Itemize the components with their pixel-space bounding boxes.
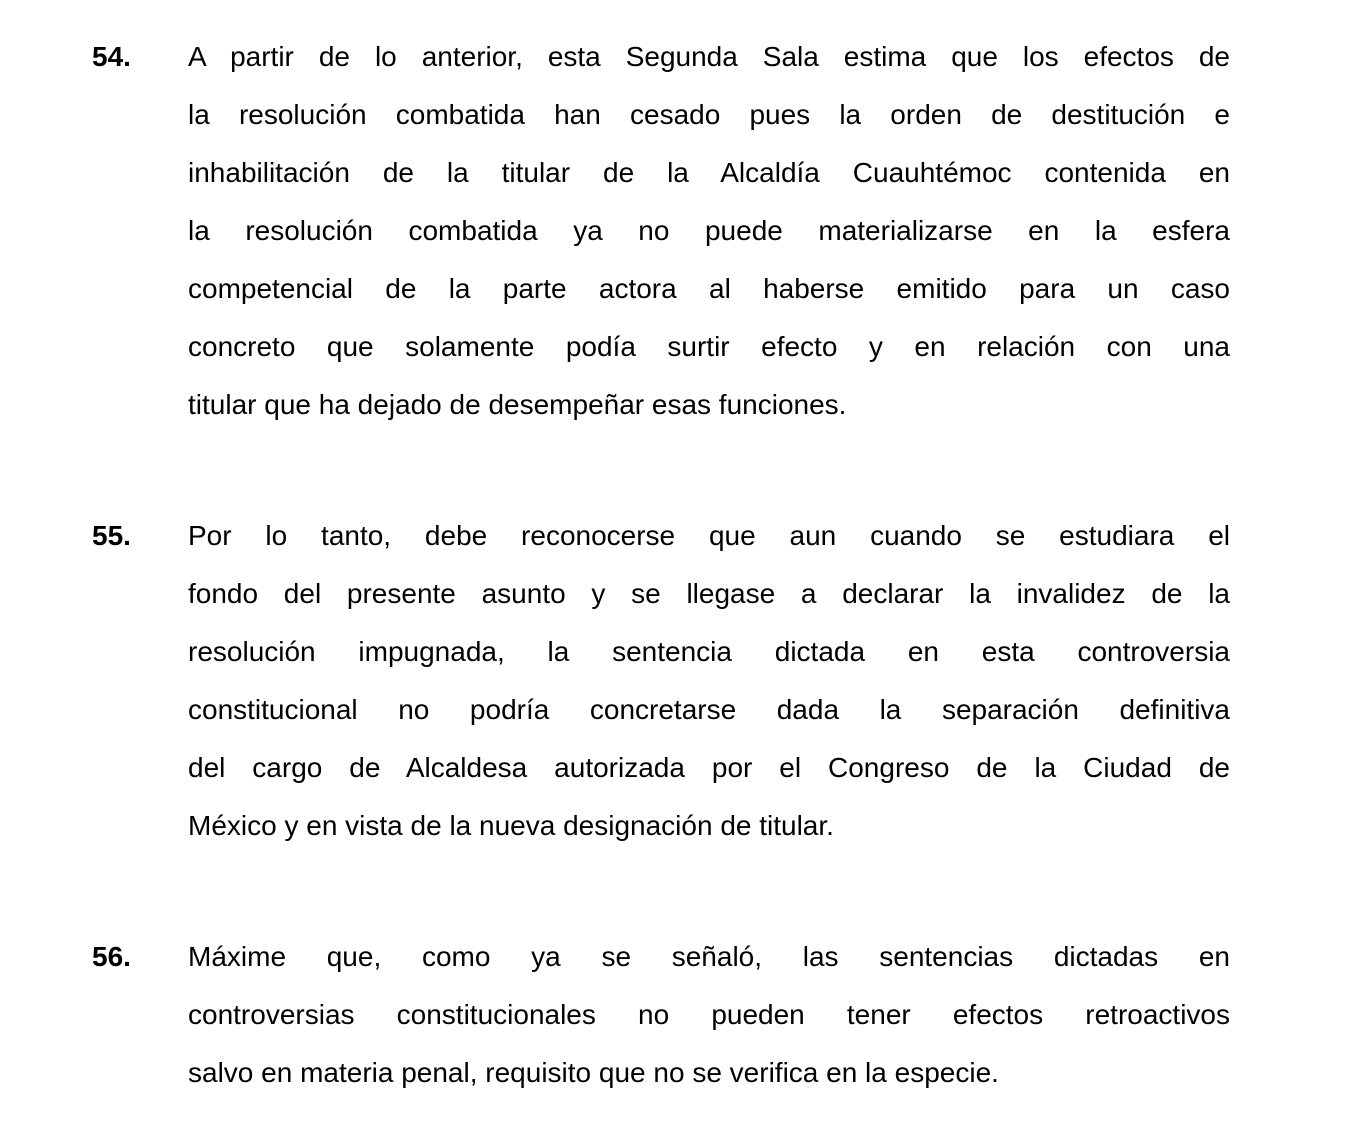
numbered-paragraph — [92, 28, 1230, 434]
paragraph-line: A partir de lo anterior, esta Segunda Sala estima que los efectos de — [188, 41, 1230, 72]
paragraph-number: 56. — [92, 941, 131, 972]
numbered-paragraph — [92, 928, 1230, 1102]
paragraph-number: 54. — [92, 41, 131, 72]
paragraph-line: titular que ha dejado de desempeñar esas funciones. — [188, 389, 847, 420]
paragraph-line: competencial de la parte actora al haberse emitido para un caso — [188, 273, 1230, 304]
paragraph-number: 55. — [92, 520, 131, 551]
paragraph-text — [188, 507, 1230, 855]
paragraph-line: inhabilitación de la titular de la Alcaldía Cuauhtémoc contenida en — [188, 157, 1230, 188]
paragraph-line: controversias constitucionales no pueden tener efectos retroactivos — [188, 999, 1230, 1030]
numbered-paragraph — [92, 507, 1230, 855]
paragraph-line: la resolución combatida ya no puede materializarse en la esfera — [188, 215, 1230, 246]
paragraph-line: del cargo de Alcaldesa autorizada por el Congreso de la Ciudad de — [188, 752, 1230, 783]
paragraph-line: Máxime que, como ya se señaló, las sentencias dictadas en — [188, 941, 1230, 972]
paragraph-line: la resolución combatida han cesado pues la orden de destitución e — [188, 99, 1230, 130]
paragraph-line: resolución impugnada, la sentencia dictada en esta controversia — [188, 636, 1230, 667]
paragraph-line: constitucional no podría concretarse dada la separación definitiva — [188, 694, 1230, 725]
paragraph-line: salvo en materia penal, requisito que no se verifica en la especie. — [188, 1057, 999, 1088]
paragraph-line: México y en vista de la nueva designación de titular. — [188, 810, 834, 841]
paragraph-list — [92, 28, 1230, 1102]
paragraph-line: Por lo tanto, debe reconocerse que aun cuando se estudiara el — [188, 520, 1230, 551]
paragraph-line: fondo del presente asunto y se llegase a declarar la invalidez de la — [188, 578, 1230, 609]
paragraph-line: concreto que solamente podía surtir efecto y en relación con una — [188, 331, 1230, 362]
paragraph-text — [188, 928, 1230, 1102]
paragraph-text — [188, 28, 1230, 434]
